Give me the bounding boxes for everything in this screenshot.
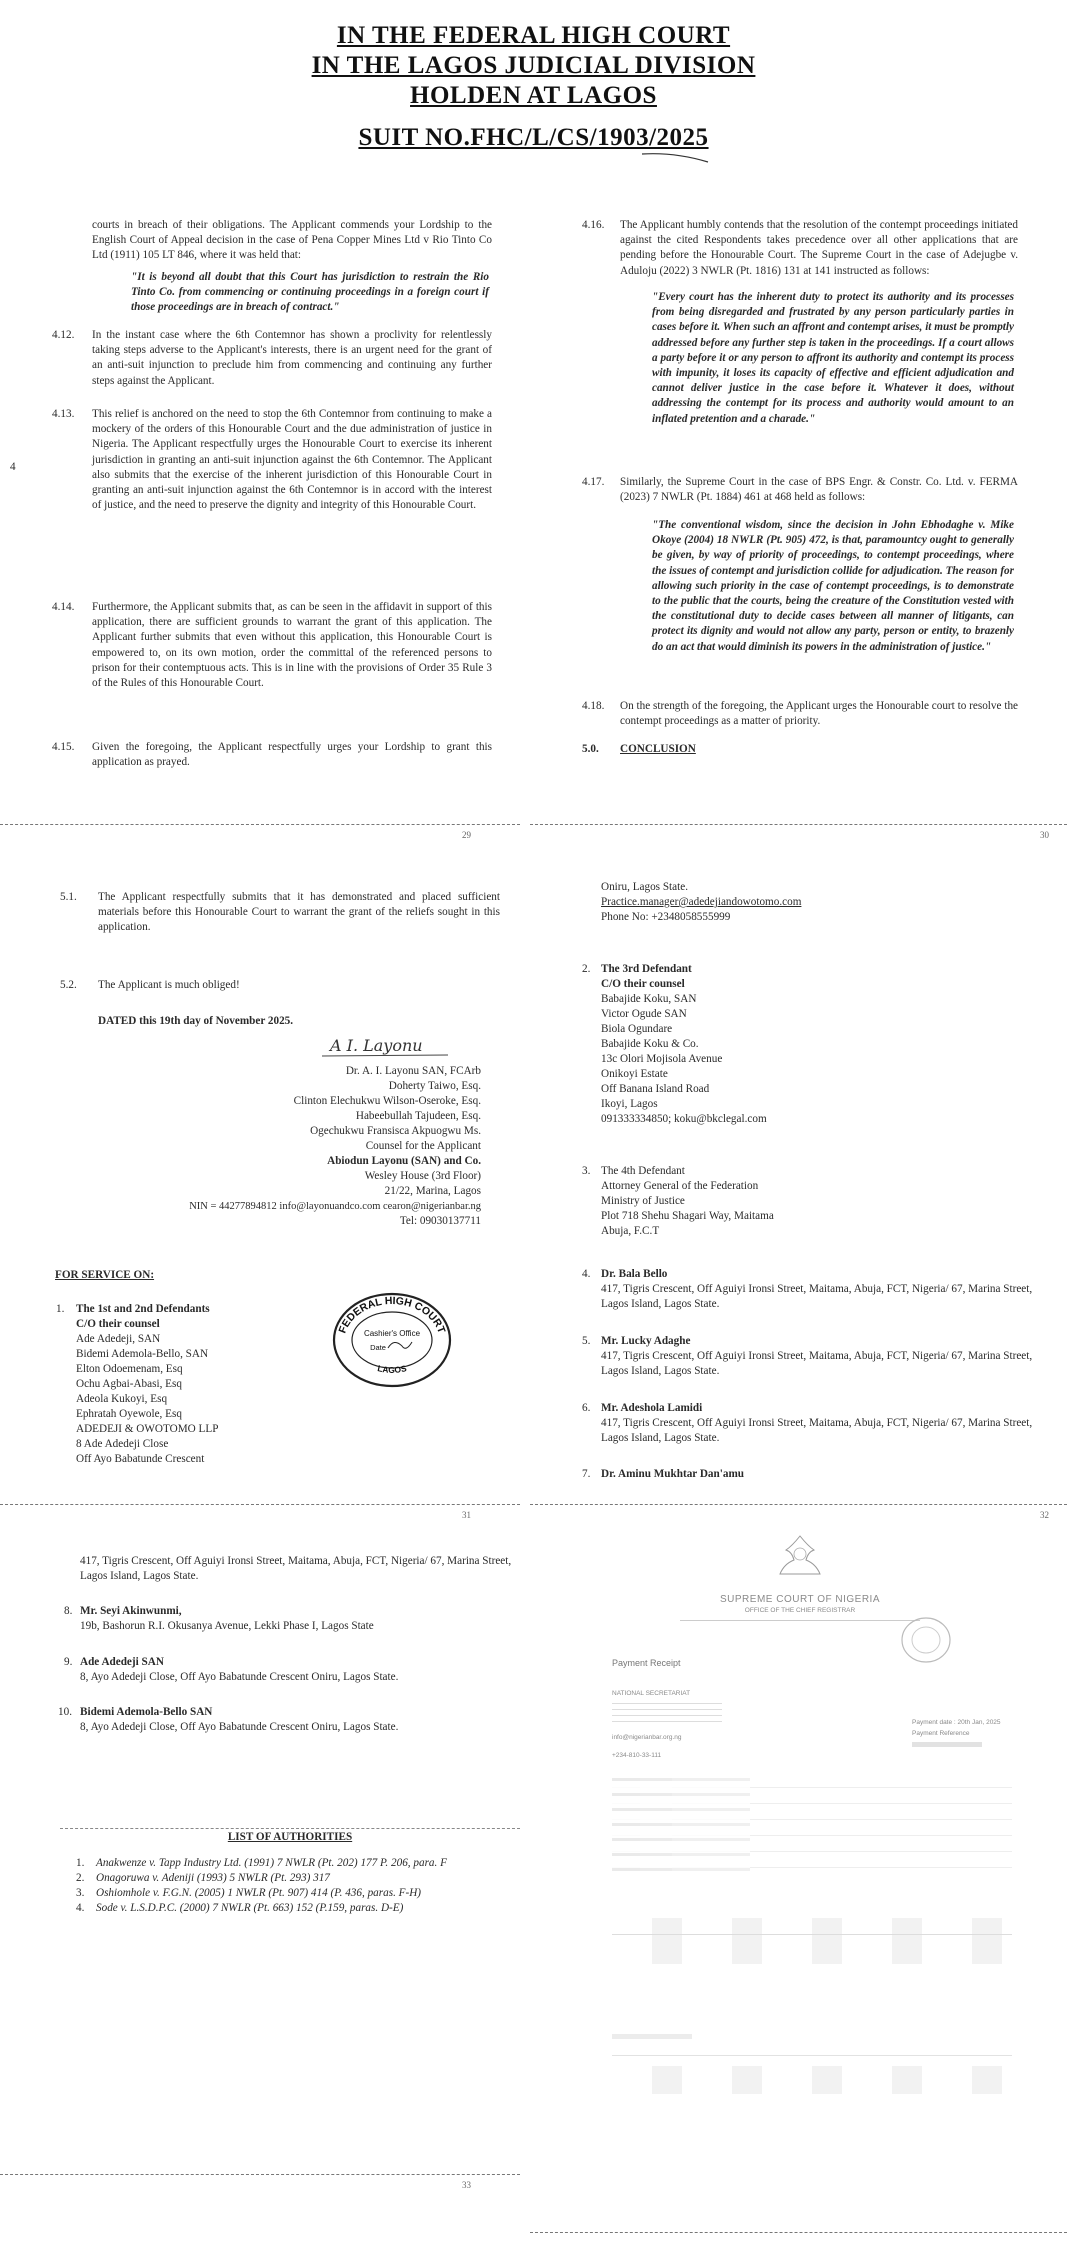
defendant-6-block: Mr. Adeshola Lamidi 417, Tigris Crescent, Off Aguiyi Ironsi Street, Maitama, Abuja, FCT, Nigeria/ 67, Marina Street, Lagos Island, Lagos State. — [601, 1402, 1033, 1444]
signature-underline — [320, 1052, 450, 1060]
defendant-8-block: Mr. Seyi Akinwunmi, 19b, Bashorun R.I. Okusanya Avenue, Lekki Phase I, Lagos State — [80, 1605, 374, 1632]
defendant-4-block: Dr. Bala Bello 417, Tigris Crescent, Off Aguiyi Ironsi Street, Maitama, Abuja, FCT, Nigeria/ 67, Marina Street, Lagos Island, Lagos State. — [601, 1268, 1033, 1310]
page-number-30: 30 — [1040, 830, 1049, 840]
receipt-reference-value — [912, 1742, 982, 1747]
receipt-payment-reference: Payment Reference — [912, 1730, 970, 1737]
defendant-3-number: 3. — [582, 1165, 591, 1177]
stamp-bottom-text: LAGOS — [376, 1363, 408, 1375]
defendant-8-number: 8. — [64, 1605, 73, 1617]
stamp-date-text: Date — [370, 1343, 386, 1352]
court-title-line2: IN THE LAGOS JUDICIAL DIVISION — [311, 52, 756, 79]
authorities-list: 1. Anakwenze v. Tapp Industry Ltd. (1991) 7 NWLR (Pt. 202) 177 P. 206, para. F 2. Onagoruwa v. Adeniji (1993) 5 NWLR (Pt. 293) 317 3. Oshiomhole v. F.G.N. (2005) 1 NWLR (Pt. 907) 414 (P. 436, paras. F-H) 4. Sode v. L.S.D.P.C. (2000) 7 NWLR (Pt. 663) 152 (P.159, paras. D-E) — [76, 1857, 447, 1914]
page-break-left-2 — [0, 1504, 520, 1505]
defendant-7-number: 7. — [582, 1468, 591, 1480]
receipt-email: info@nigerianbar.org.ng — [612, 1734, 682, 1741]
defendant-9-block: Ade Adedeji SAN 8, Ayo Adedeji Close, Off Ayo Babatunde Crescent Oniru, Lagos State. — [80, 1656, 399, 1683]
coat-of-arms-emblem — [770, 1530, 830, 1580]
page-number-32: 32 — [1040, 1510, 1049, 1520]
pena-copper-quote: "It is beyond all doubt that this Court has jurisdiction to restrain the Rio Tinto Co. from commencing or continuing proceedings in a foreign court if those proceedings are in breach of contract." — [131, 271, 489, 314]
paragraph-4-12: 4.12. In the instant case where the 6th Contemnor has shown a proclivity for relentlessly taking steps adverse to the Applicant's interests, there is an urgent need for the grant of an anti-suit injunction to preclude him from commencing and continuing any further steps against the Applicant. — [52, 329, 492, 387]
defendant-1-number: 1. — [56, 1303, 65, 1315]
receipt-section-heading — [612, 2034, 692, 2039]
paragraph-5-1: 5.1. The Applicant respectfully submits that it has demonstrated and placed sufficient materials before this Honourable Court to warrant the grant of the reliefs sought in this application. — [60, 891, 500, 934]
defendant-5-number: 5. — [582, 1335, 591, 1347]
signatories-block: Dr. A. I. Layonu SAN, FCArb Doherty Taiwo, Esq. Clinton Elechukwu Wilson-Oseroke, Esq. Habeebullah Tajudeen, Esq. Ogechukwu Fransisca Akpuogwu Ms. Counsel for the Applicant Abiodun Layonu (SAN) and Co. Wesley House (3rd Floor) 21/22, Marina, Lagos — [293, 1065, 481, 1197]
paragraph-5-2: 5.2. The Applicant is much obliged! — [60, 979, 240, 991]
receipt-title: Payment Receipt — [612, 1658, 681, 1668]
paragraph-4-18: 4.18. On the strength of the foregoing, the Applicant urges the Honourable court to resolve the contempt proceedings as a matter of priority. — [582, 700, 1018, 728]
defendant-1-block: The 1st and 2nd Defendants C/O their counsel Ade Adedeji, SAN Bidemi Ademola-Bello, SAN Elton Odoemenam, Esq Ochu Agbai-Abasi, Esq Adeola Kukoyi, Esq Ephratah Oyewole, Esq ADEDEJI & OWOTOMO LLP 8 Ade Adedeji Close Off Ayo Babatunde Crescent — [76, 1303, 219, 1465]
dated-line: DATED this 19th day of November 2025. — [98, 1015, 294, 1027]
for-service-heading: FOR SERVICE ON: — [55, 1269, 155, 1281]
receipt-phone: +234-810-33-111 — [612, 1752, 662, 1759]
pen-stroke-mark — [640, 148, 710, 168]
receipt-office: OFFICE OF THE CHIEF REGISTRAR — [744, 1607, 856, 1614]
defendant-3-block: The 4th Defendant Attorney General of the Federation Ministry of Justice Plot 718 Shehu Shagari Way, Maitama Abuja, F.C.T — [601, 1165, 774, 1237]
court-stamp — [330, 1290, 454, 1390]
defendant-7-address: 417, Tigris Crescent, Off Aguiyi Ironsi Street, Maitama, Abuja, FCT, Nigeria/ 67, Marina Street, Lagos Island, Lagos State. — [80, 1555, 512, 1582]
stamp-mid-text: Cashier's Office — [363, 1329, 421, 1338]
paragraph-4-13: 4.13. This relief is anchored on the need to stop the 6th Contemnor from continuing to make a mockery of the orders of this Honourable Court and the due administration of justice in Nigeria. The Applicant respectfully urges the Honourable Court to exercise its inherent jurisdiction in granting an anti-suit injunction against the 6th Contemnor. The Applicant also submits that the exercise of the inherent jurisdiction of this Honourable Court in granting an anti-suit injunction against the 6th Contemnor is in accord with the interest of justice, and the need to preserve the dignity and integrity of this Honourable Court. — [52, 408, 492, 512]
receipt-from: NATIONAL SECRETARIAT — [612, 1690, 691, 1697]
paragraph-4-16: 4.16. The Applicant humbly contends that the resolution of the contempt proceedings initiated against the cited Respondents takes precedence over all other applications that are pending before the Honourable Court. The Supreme Court in the case of Adejugbe v. Aduloju (2022) 3 NWLR (Pt. 1816) 131 at 141 instructed as follows: — [582, 219, 1018, 277]
authorities-heading: LIST OF AUTHORITIES — [227, 1831, 353, 1843]
court-title-line3: HOLDEN AT LAGOS — [410, 82, 657, 109]
paragraph-4-14: 4.14. Furthermore, the Applicant submits that, as can be seen in the affidavit in support of this application, there are sufficient grounds to warrant the grant of this application. The Applicant further submits that even without this application, this Honourable Court is empowered to, on its own motion, order the committal of the referenced persons to prison for their contemptuous acts. This is in line with the provisions of Order 35 Rule 3 of the Rules of this Honourable Court. — [52, 601, 492, 690]
phone-line: Tel: 09030137711 — [399, 1215, 481, 1227]
page-break-right-3 — [530, 2232, 1067, 2233]
receipt-org: SUPREME COURT OF NIGERIA — [720, 1594, 880, 1605]
margin-mark: 4 — [10, 461, 16, 473]
defendant-7-name: Dr. Aminu Mukhtar Dan'amu — [601, 1468, 744, 1480]
page-break-right — [530, 824, 1067, 825]
suit-number: SUIT NO.FHC/L/CS/1903/2025 — [358, 124, 709, 151]
stamp-top-text: FEDERAL HIGH COURT — [336, 1294, 448, 1335]
receipt-details-values — [640, 1772, 750, 1880]
page-break-left — [0, 824, 520, 825]
receipt-address-lines — [612, 1698, 722, 1724]
signature-mark: A I. Layonu — [330, 1036, 423, 1055]
receipt-payment-date: Payment date : 20th Jan, 2025 — [912, 1719, 1001, 1726]
defendant-10-block: Bidemi Ademola-Bello SAN 8, Ayo Adedeji Close, Off Ayo Babatunde Crescent Oniru, Lagos State. — [80, 1706, 399, 1733]
defendant-9-number: 9. — [64, 1656, 73, 1668]
defendant-4-number: 4. — [582, 1268, 591, 1280]
conclusion-heading: 5.0. CONCLUSION — [582, 743, 696, 755]
defendant-6-number: 6. — [582, 1402, 591, 1414]
paragraph-4-15: 4.15. Given the foregoing, the Applicant respectfully urges your Lordship to grant this application as prayed. — [52, 741, 492, 769]
page-number-29: 29 — [462, 830, 471, 840]
page-number-33: 33 — [462, 2180, 471, 2190]
page-number-31: 31 — [462, 1510, 471, 1520]
authorities-rule — [60, 1828, 520, 1829]
adejugbe-quote: "Every court has the inherent duty to protect its authority and its processes from being disregarded and frustrated by any person particularly parties in cases before it. When such an affront and contempt arises, it must be promptly addressed before any further step is taken in the proceedings. If a court allows a party before it or any person to affront its authority and contempt its process with impunity, it loses its capacity of effective and efficient adjudication and cannot deliver justice in the case before it. Whatever it does, without addressing the contempt for its process and authority would amount to an inflated pretention and a charade." — [652, 291, 1014, 425]
court-title-line1: IN THE FEDERAL HIGH COURT — [336, 22, 731, 49]
defendant-5-block: Mr. Lucky Adaghe 417, Tigris Crescent, Off Aguiyi Ironsi Street, Maitama, Abuja, FCT, Nigeria/ 67, Marina Street, Lagos Island, Lagos State. — [601, 1335, 1033, 1377]
receipt-transaction-table — [612, 2066, 1012, 2094]
receipt-payment-table — [612, 1918, 1012, 1964]
svg-text:LAGOS — [377, 1363, 408, 1375]
receipt-address-rule — [680, 1620, 920, 1624]
page-break-right-2 — [530, 1504, 1067, 1505]
defendant-2-block: The 3rd Defendant C/O their counsel Babajide Koku, SAN Victor Ogude SAN Biola Ogundare Babajide Koku & Co. 13c Olori Mojisola Avenue Onikoyi Estate Off Banana Island Road Ikoyi, Lagos 091333334850; koku@bkclegal.com — [601, 963, 767, 1125]
receipt-section-rule — [612, 2055, 1012, 2056]
paragraph-4-17: 4.17. Similarly, the Supreme Court in the case of BPS Engr. & Constr. Co. Ltd. v. FERMA (2023) 7 NWLR (Pt. 1884) 461 at 468 held as follows: — [582, 476, 1018, 504]
contact-line: NIN = 44277894812 info@layonuandco.com cearon@nigerianbar.ng — [189, 1201, 481, 1212]
bps-quote: "The conventional wisdom, since the decision in John Ebhodaghe v. Mike Okoye (2004) 18 NWLR (Pt. 905) 472, is that, paramountcy ought to generally be given, by way of priority of proceedings, to contempt proceedings, where the issues of contempt and jurisdiction collide for adjudication. The reason for allowing such priority in the case of contempt proceedings, is to demonstrate to the public that the courts, being the creature of the Constitution vested with the constitutional duty to decide cases between all manner of litigants, can protect its dignity and would not allow any party, person or entity, to brazenly do an act that would diminish its powers in the administration of justice." — [652, 519, 1014, 653]
defendant-2-number: 2. — [582, 963, 591, 975]
receipt-seal — [898, 1614, 954, 1666]
defendant-1-continued: Oniru, Lagos State. Practice.manager@adedejiandowotomo.com Phone No: +2348058555999 — [601, 881, 802, 923]
page-break-left-3 — [0, 2174, 520, 2175]
intro-paragraph: courts in breach of their obligations. The Applicant commends your Lordship to the English Court of Appeal decision in the case of Pena Copper Mines Ltd v Rio Tinto Co Ltd (1911) 105 LT 846, where it was held that: — [92, 219, 492, 262]
receipt-payment-rule — [612, 1934, 1012, 1935]
defendant-10-number: 10. — [58, 1706, 72, 1718]
